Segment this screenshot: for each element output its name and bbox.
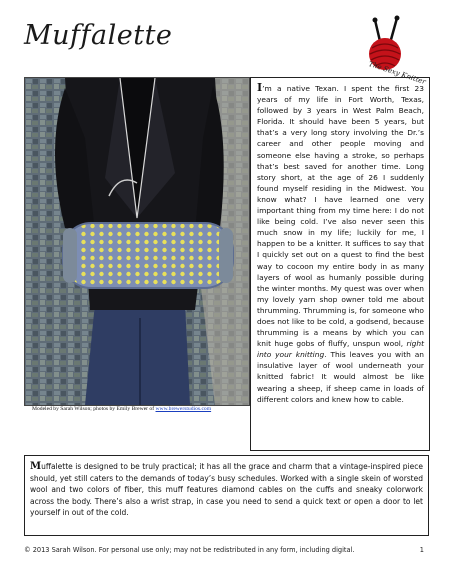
- page-number: 1: [419, 546, 424, 554]
- photo-illustration: [25, 78, 249, 405]
- story-dropcap: I: [257, 81, 263, 94]
- copyright-notice: © 2013 Sarah Wilson. For personal use only; may not be redistributed in any form, including digital.: [24, 546, 355, 554]
- intro-story-box: [250, 77, 430, 451]
- story-text-1: ’m a native Texan. I spent the first 23 years of my life in Fort Worth, Texas, followed by 3 years in West Palm Beach, Florida. It should have been 5 years, but that’s a very long story involving the Dr.’s career and other people moving and someone else having a stroke, so perhaps that’s best saved for another time. Long story short, at the age of 26 I suddenly found myself residing in the Midwest. You know what? I have learned one very important thing from my time here: I do not like being cold. I’ve also never seen this much snow in my life; luckily for me, I happen to be a knitter. It suffices to say that I quickly set out on a quest to find the best way to cocoon my entire body in as many layers of wool as humanly possible during the winter months. My quest was over when my lovely yarn shop owner told me about thrumming. Thrumming is, for someone who does not like to be cold, a godsend, because thrumming is a means by which you can knit huge gobs of fluffy, unspun wool,: [257, 84, 424, 349]
- page-footer: [24, 546, 424, 554]
- photographer-link[interactable]: www.brewerstudios.com: [155, 406, 212, 412]
- caption-credit: Modeled by Sarah Wilson; photos by Emily Brewer of: [32, 406, 155, 412]
- description-text: is designed to be truly practical; it has all the grace and charm that a vintage-inspired piece should, yet still caters to the demands of today’s busy schedules. Worked with a single skein of worsted wool and two colors of fiber, this muff features diamond cables on the cuffs and sneaky colorwork across the body. There’s also a wrist strap, in case you need to send a quick text or open a door to let yourself in out of the cold.: [30, 462, 423, 517]
- story-emphasis: right into your knitting: [257, 339, 424, 360]
- model-photo: [24, 77, 250, 406]
- description-lead-letter: M: [30, 461, 42, 472]
- photo-caption: [32, 406, 211, 412]
- description-lead-rest: uffalette: [41, 462, 73, 471]
- story-text-2: . This leaves you with an insulative layer of wool underneath your knitted fabric! It would almost be like wearing a sheep, if sheep came in loads of different colors and knew how to cable.: [257, 350, 424, 404]
- pattern-description-box: [24, 455, 429, 536]
- page-title: Muffalette: [24, 20, 173, 51]
- brand-logo-text: The Sexy Knitter: [367, 60, 427, 87]
